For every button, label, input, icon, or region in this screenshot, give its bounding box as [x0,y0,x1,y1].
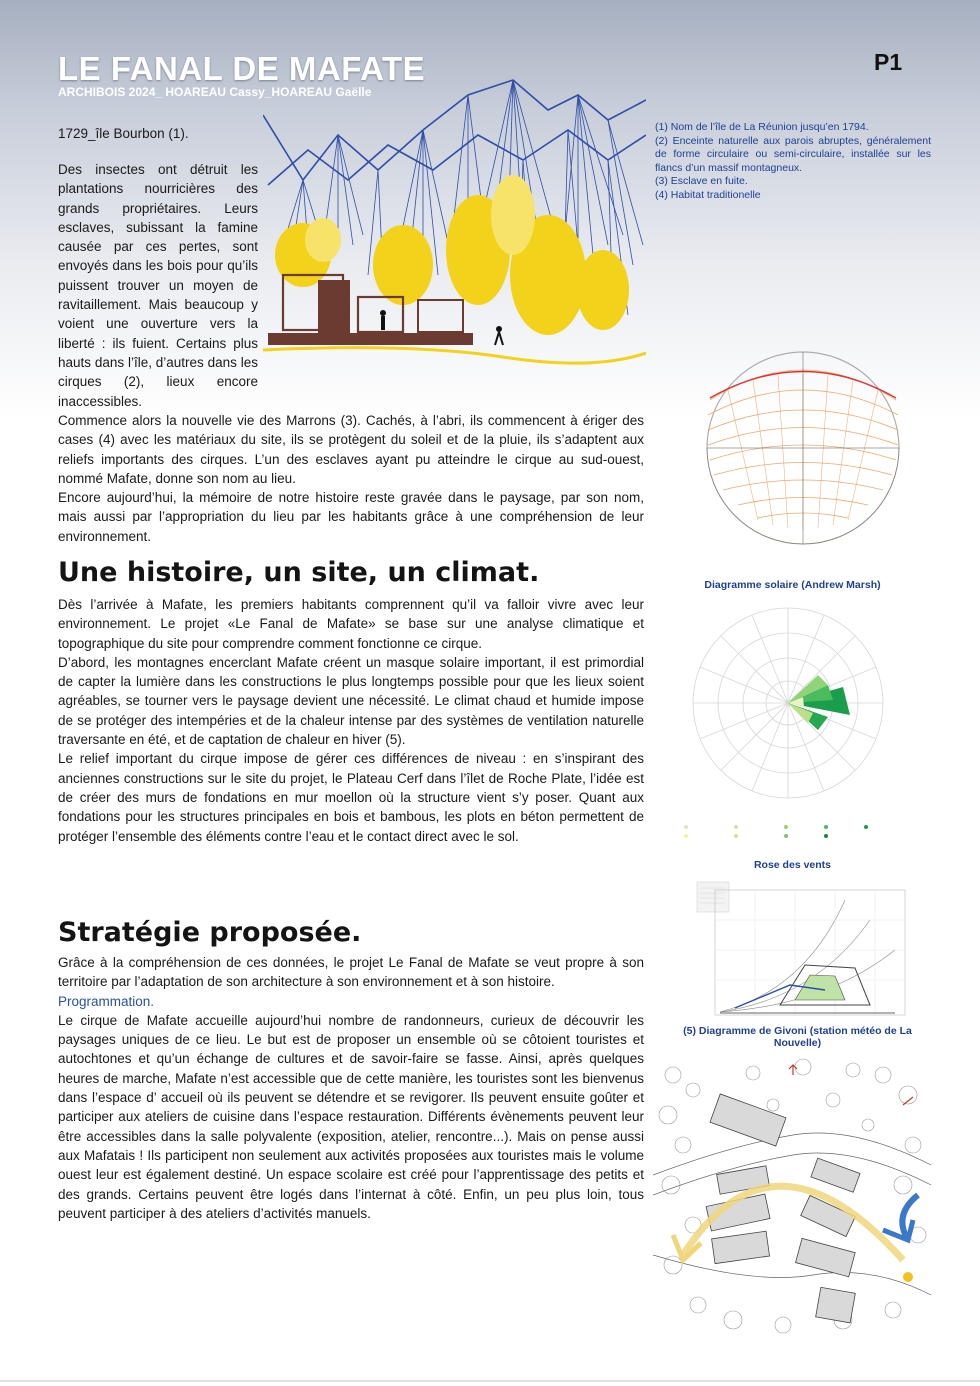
wind-rose-chart [678,605,908,855]
footnote: (1) Nom de l’île de La Réunion jusqu’en 1794. [655,121,869,133]
solar-diagram-caption: Diagramme solaire (Andrew Marsh) [704,579,881,591]
section-paragraph: Le relief important du cirque impose de gérer ces différences de niveau : en s’inspirant des anciennes constructions sur le site du projet, le Plateau Cerf dans l’îlet de Roche Plate, l’idée est de créer des murs de fondations en mur moellon où la structure vient s’y poser. Quant aux fondations pour les structures principales en bois et bambous, les plots en béton permettent de protéger l’ensemble des éléments contre l’eau et le contact direct avec le sol. [58,751,644,844]
givoni-diagram-caption: (5) Diagramme de Givoni (station météo de La Nouvelle) [683,1025,912,1049]
section-site-climate-body [58,595,644,846]
intro-body [58,411,644,546]
intro-paragraph: Encore aujourd’hui, la mémoire de notre histoire reste gravée dans le paysage, par son nom, mais aussi par l’appropriation du lieu par les habitants grâce à une compréhension de leur environnement. [58,490,644,544]
footer-divider [0,1380,980,1382]
section-heading-site-climate: Une histoire, un site, un climat. [58,557,540,588]
footnote: (4) Habitat traditionelle [655,188,761,201]
section-paragraph: D’abord, les montagnes encerclant Mafate créent un masque solaire important, il est primordial de capter la lumière dans les constructions le plus longtemps possible pour que les lieux soient agréables, se tourner vers le paysage devient une nécessité. Le climat chaud et humide impose de se protéger des intempéries et de la chaleur intense par des systèmes de ventilation naturelle traversante en été, et de captation de chaleur en hiver (5). [58,654,644,748]
intro-date-line: 1729_île Bourbon (1). [58,126,189,141]
page-number: P1 [874,49,903,75]
page-subtitle: ARCHIBOIS 2024_ HOAREAU Cassy_HOAREAU Gaëlle [58,85,372,99]
section-paragraph: Grâce à la compréhension de ces données, le projet Le Fanal de Mafate se veut propre à son territoire par l’adaptation de son architecture à son environnement et à son histoire. [58,955,644,990]
footnote: (2) Enceinte naturelle aux parois abruptes, généralement de forme circulaire ou semi-circulaire, installée sur les flancs d’un massif montagneux. [655,134,931,174]
footnotes [655,121,931,203]
intro-column-paragraph: Des insectes ont détruit les plantations nourricières des grands propriétaires. Leurs esclaves, subissant la famine causée par ces pertes, sont envoyés dans les bois pour qu’ils puissent trouver un moyen de ravitaillement. Mais beaucoup y voient une ouverture vers la liberté : ils fuient. Certains plus hauts dans l’île, d’autres dans les cirques (2), lieux encore inaccessibles. [58,162,258,409]
building-wall [318,280,350,335]
section-paragraph: Dès l’arrivée à Mafate, les premiers habitants comprennent qu’il va falloir vivre avec leur environnement. Le projet «Le Fanal de Mafate» se base sur une analyse climatique et topographique du site pour comprendre comment fonctionne ce cirque. [58,597,644,651]
site-plan [653,1055,931,1339]
intro-paragraph: Commence alors la nouvelle vie des Marrons (3). Cachés, à l’abri, ils commencent à ériger des cases (4) avec les matériaux du site, ils se protègent du soleil et de la pluie, ils s’adaptent aux reliefs importants des cirques. L’un des esclaves ayant pu atteindre le cirque au sud-ouest, nommé Mafate, donne son nom au lieu. [58,413,644,486]
section-paragraph: Le cirque de Mafate accueille aujourd’hui nombre de randonneurs, curieux de découvrir les paysages uniques de ce lieu. Le but est de proposer un ensemble où se côtoient touristes et autochtones et qu’un échange de cultures et de savoir-faire se fasse. Ainsi, après quelques heures de marche, Mafate n’est accessible que de cette manière, les touristes sont les bienvenus dans l’espace d’ accueil où ils peuvent se détendre et se revigorer. Ils peuvent ensuite goûter et participer aux ateliers de cuisine dans l’espace restauration. Différents évènements peuvent leur être accessibles dans la salle polyvalente (exposition, atelier, rencontre...). Mais on pense aussi aux Mafatais ! Ils participent non seulement aux activités proposées aux touristes mais le volume ouest leur est également destiné. Un espace scolaire est créé pour l’apprentissage des petits et des grands. Certains peuvent être logés dans l’internat à côté. Enfin, un peu plus loin, tous peuvent participer à des ateliers d’activités manuels. [58,1012,644,1221]
mafate-landscape-illustration [263,75,646,367]
wind-rose-caption: Rose des vents [753,859,832,871]
page-title: LE FANAL DE MAFATE [58,50,426,87]
programmation-subheading: Programmation. [58,993,155,1009]
section-heading-strategy: Stratégie proposée. [58,917,362,948]
givoni-diagram [695,880,910,1022]
footnote: (3) Esclave en fuite. [655,175,748,188]
section-strategy-body [58,953,644,1223]
solar-diagram [678,350,928,575]
